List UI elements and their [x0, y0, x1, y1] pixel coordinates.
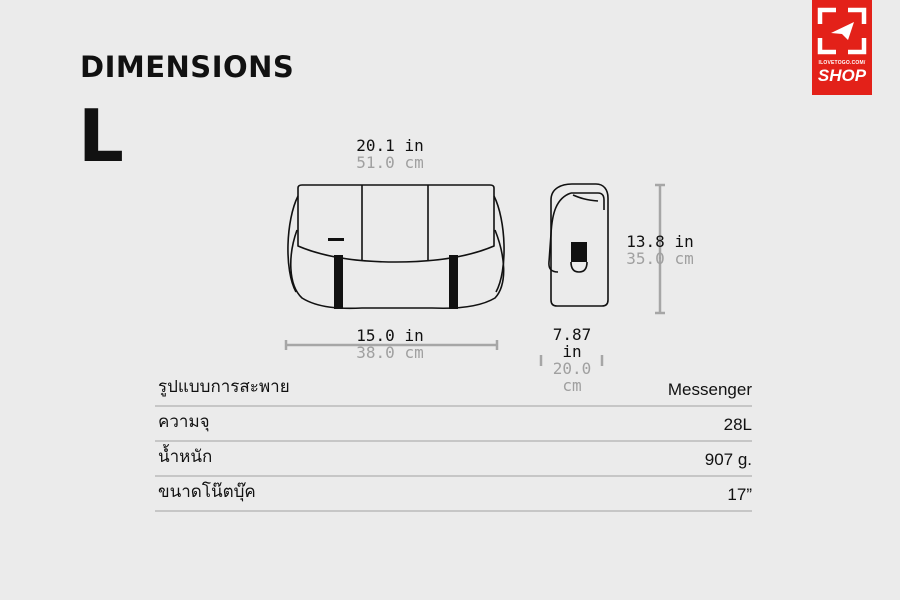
top-width-metric: 51.0 cm: [356, 153, 424, 172]
spec-value: 28L: [723, 415, 752, 434]
depth-metric-value: 20.0: [552, 359, 592, 378]
depth-imperial-unit: in: [562, 342, 582, 361]
bag-side-view: [549, 184, 608, 306]
spec-row-carry-style: [155, 372, 752, 407]
front-strap-right: [449, 255, 458, 309]
page-title: DIMENSIONS: [80, 50, 295, 84]
height-dimension: [615, 233, 705, 267]
top-width-imperial: 20.1 in: [356, 136, 424, 155]
size-label: L: [78, 94, 124, 178]
bottom-width-imperial: 15.0 in: [356, 326, 424, 345]
spec-row-capacity: [155, 407, 752, 442]
spec-row-weight: [155, 442, 752, 477]
height-metric: 35.0 cm: [626, 249, 694, 268]
spec-value: 17”: [727, 485, 752, 504]
logo-shop-text: SHOP: [817, 66, 867, 85]
spec-table: [155, 372, 752, 512]
depth-metric-unit: cm: [562, 376, 582, 395]
top-width-dimension: [330, 137, 450, 171]
bottom-width-metric: 38.0 cm: [356, 343, 424, 362]
bottom-width-dimension: [330, 327, 450, 361]
bag-front-view: [288, 185, 504, 308]
spec-label: ความจุ: [158, 412, 210, 431]
spec-label: ขนาดโน๊ตบุ๊ค: [158, 482, 256, 501]
logo-url-text: ILOVETOGO.COM/: [818, 60, 866, 66]
spec-value: Messenger: [667, 380, 752, 399]
spec-value: 907 g.: [704, 450, 752, 469]
depth-imperial-value: 7.87: [552, 325, 592, 344]
spec-row-laptop-size: [155, 477, 752, 512]
spec-label: รูปแบบการสะพาย: [158, 377, 290, 396]
spec-label: น้ำหนัก: [158, 447, 213, 466]
front-strap-left: [334, 255, 343, 309]
height-imperial: 13.8 in: [626, 232, 694, 251]
